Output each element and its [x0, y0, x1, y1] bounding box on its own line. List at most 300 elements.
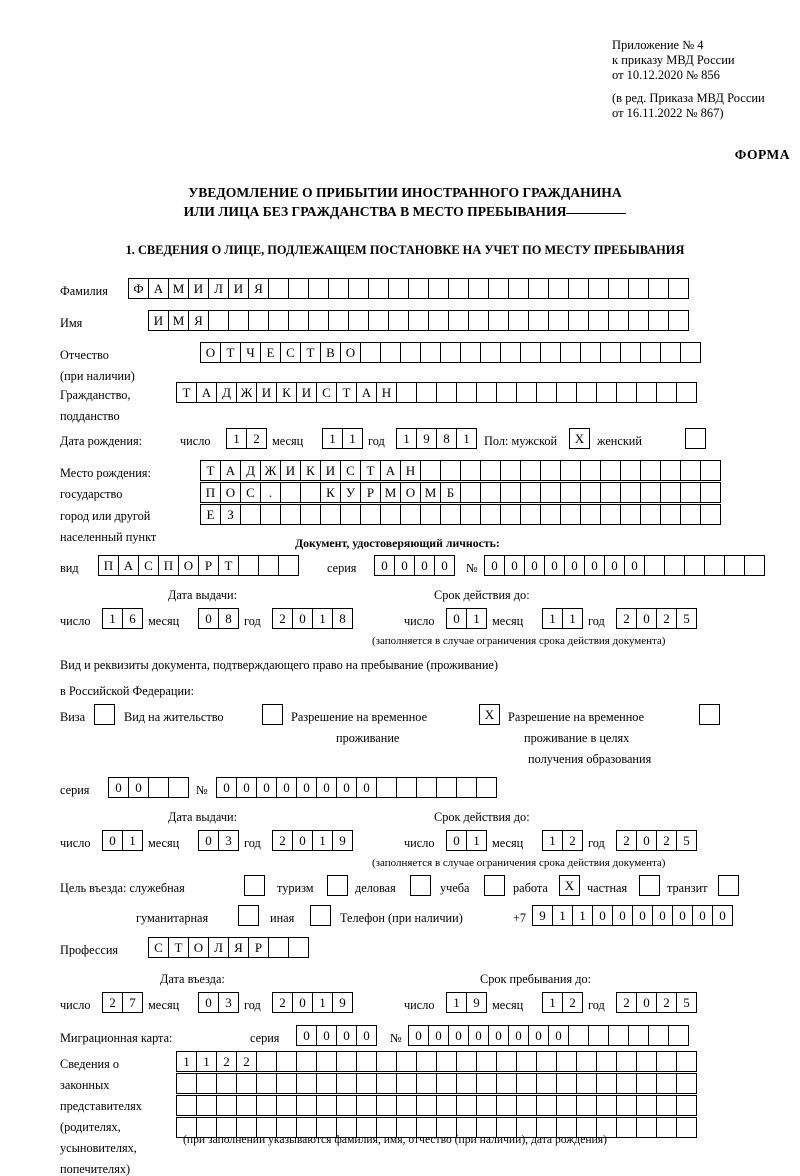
char-cell[interactable]: [408, 278, 429, 299]
char-cell[interactable]: [416, 1051, 437, 1072]
char-cell[interactable]: [636, 382, 657, 403]
patronymic-boxes[interactable]: [200, 342, 700, 363]
char-cell[interactable]: [596, 1095, 617, 1116]
char-cell[interactable]: А: [118, 555, 139, 576]
char-cell[interactable]: 0: [448, 1025, 469, 1046]
char-cell[interactable]: [476, 777, 497, 798]
char-cell[interactable]: А: [220, 460, 241, 481]
char-cell[interactable]: [668, 1025, 689, 1046]
char-cell[interactable]: [680, 342, 701, 363]
char-cell[interactable]: 0: [336, 777, 357, 798]
legal-rep-row-3-boxes[interactable]: [176, 1095, 696, 1116]
purpose-work-checkbox[interactable]: X: [559, 875, 580, 896]
char-cell[interactable]: [420, 342, 441, 363]
char-cell[interactable]: [216, 1073, 237, 1094]
char-cell[interactable]: 2: [272, 608, 293, 629]
char-cell[interactable]: [660, 504, 681, 525]
char-cell[interactable]: 0: [198, 830, 219, 851]
doc-valid-month-boxes[interactable]: [542, 608, 582, 629]
char-cell[interactable]: [536, 382, 557, 403]
char-cell[interactable]: 0: [712, 905, 733, 926]
char-cell[interactable]: [536, 1095, 557, 1116]
char-cell[interactable]: [508, 278, 529, 299]
char-cell[interactable]: 0: [636, 992, 657, 1013]
char-cell[interactable]: [276, 1073, 297, 1094]
char-cell[interactable]: 1: [562, 608, 583, 629]
char-cell[interactable]: [556, 1051, 577, 1072]
char-cell[interactable]: Е: [260, 342, 281, 363]
char-cell[interactable]: 0: [374, 555, 395, 576]
char-cell[interactable]: [416, 1095, 437, 1116]
doc-issue-year-boxes[interactable]: [272, 608, 352, 629]
doc-issue-day-boxes[interactable]: [102, 608, 142, 629]
char-cell[interactable]: [336, 1051, 357, 1072]
char-cell[interactable]: [268, 310, 289, 331]
char-cell[interactable]: Ч: [240, 342, 261, 363]
char-cell[interactable]: [296, 1095, 317, 1116]
char-cell[interactable]: 0: [292, 608, 313, 629]
stay-issue-day-boxes[interactable]: [102, 830, 142, 851]
sex-male-checkbox[interactable]: X: [569, 428, 590, 449]
char-cell[interactable]: [580, 504, 601, 525]
char-cell[interactable]: [380, 504, 401, 525]
char-cell[interactable]: М: [420, 482, 441, 503]
char-cell[interactable]: 2: [656, 608, 677, 629]
char-cell[interactable]: 0: [484, 555, 505, 576]
stay-valid-month-boxes[interactable]: [542, 830, 582, 851]
char-cell[interactable]: И: [256, 382, 277, 403]
char-cell[interactable]: [668, 278, 689, 299]
char-cell[interactable]: [608, 278, 629, 299]
profession-boxes[interactable]: [148, 937, 308, 958]
char-cell[interactable]: 9: [532, 905, 553, 926]
char-cell[interactable]: [356, 1095, 377, 1116]
birth-city-line2-boxes[interactable]: [200, 504, 720, 525]
char-cell[interactable]: 0: [108, 777, 129, 798]
char-cell[interactable]: [568, 1025, 589, 1046]
char-cell[interactable]: [316, 1051, 337, 1072]
char-cell[interactable]: [408, 310, 429, 331]
char-cell[interactable]: 0: [102, 830, 123, 851]
char-cell[interactable]: [636, 1095, 657, 1116]
char-cell[interactable]: О: [178, 555, 199, 576]
char-cell[interactable]: [664, 555, 685, 576]
char-cell[interactable]: С: [148, 937, 169, 958]
char-cell[interactable]: Р: [360, 482, 381, 503]
purpose-business-checkbox[interactable]: [410, 875, 431, 896]
char-cell[interactable]: [216, 1095, 237, 1116]
char-cell[interactable]: 9: [332, 830, 353, 851]
char-cell[interactable]: 0: [446, 608, 467, 629]
char-cell[interactable]: [416, 777, 437, 798]
char-cell[interactable]: [296, 1051, 317, 1072]
char-cell[interactable]: 0: [524, 555, 545, 576]
char-cell[interactable]: В: [320, 342, 341, 363]
citizenship-boxes[interactable]: [176, 382, 696, 403]
char-cell[interactable]: [620, 342, 641, 363]
char-cell[interactable]: И: [280, 460, 301, 481]
char-cell[interactable]: [676, 1073, 697, 1094]
char-cell[interactable]: Л: [208, 278, 229, 299]
char-cell[interactable]: [568, 278, 589, 299]
char-cell[interactable]: [176, 1073, 197, 1094]
char-cell[interactable]: [256, 1051, 277, 1072]
stay-until-month-boxes[interactable]: [542, 992, 582, 1013]
char-cell[interactable]: 2: [562, 830, 583, 851]
char-cell[interactable]: [616, 382, 637, 403]
char-cell[interactable]: [520, 460, 541, 481]
birth-month-boxes[interactable]: [322, 428, 362, 449]
char-cell[interactable]: [296, 1073, 317, 1094]
char-cell[interactable]: [536, 1051, 557, 1072]
char-cell[interactable]: 0: [356, 777, 377, 798]
char-cell[interactable]: [400, 342, 421, 363]
char-cell[interactable]: [488, 278, 509, 299]
char-cell[interactable]: 1: [446, 992, 467, 1013]
char-cell[interactable]: [588, 310, 609, 331]
char-cell[interactable]: [528, 278, 549, 299]
char-cell[interactable]: [684, 555, 705, 576]
char-cell[interactable]: 6: [122, 608, 143, 629]
char-cell[interactable]: Т: [336, 382, 357, 403]
char-cell[interactable]: [480, 342, 501, 363]
char-cell[interactable]: А: [196, 382, 217, 403]
birth-city-line1-boxes[interactable]: [200, 482, 720, 503]
char-cell[interactable]: 0: [504, 555, 525, 576]
char-cell[interactable]: [516, 1095, 537, 1116]
char-cell[interactable]: 2: [562, 992, 583, 1013]
char-cell[interactable]: [520, 482, 541, 503]
char-cell[interactable]: [724, 555, 745, 576]
char-cell[interactable]: 0: [672, 905, 693, 926]
char-cell[interactable]: [600, 482, 621, 503]
char-cell[interactable]: [256, 1073, 277, 1094]
char-cell[interactable]: [580, 460, 601, 481]
char-cell[interactable]: [648, 310, 669, 331]
char-cell[interactable]: [376, 1051, 397, 1072]
char-cell[interactable]: С: [280, 342, 301, 363]
char-cell[interactable]: [256, 1095, 277, 1116]
char-cell[interactable]: [316, 1073, 337, 1094]
char-cell[interactable]: [436, 1095, 457, 1116]
char-cell[interactable]: И: [320, 460, 341, 481]
char-cell[interactable]: [636, 1051, 657, 1072]
char-cell[interactable]: [460, 460, 481, 481]
char-cell[interactable]: [620, 460, 641, 481]
char-cell[interactable]: 0: [488, 1025, 509, 1046]
char-cell[interactable]: [468, 278, 489, 299]
char-cell[interactable]: [680, 504, 701, 525]
char-cell[interactable]: 2: [272, 992, 293, 1013]
char-cell[interactable]: [616, 1073, 637, 1094]
char-cell[interactable]: [556, 1095, 577, 1116]
char-cell[interactable]: 1: [456, 428, 477, 449]
char-cell[interactable]: 0: [292, 992, 313, 1013]
char-cell[interactable]: [168, 777, 189, 798]
char-cell[interactable]: 1: [542, 608, 563, 629]
char-cell[interactable]: [476, 1051, 497, 1072]
char-cell[interactable]: [704, 555, 725, 576]
char-cell[interactable]: 1: [312, 608, 333, 629]
purpose-study-checkbox[interactable]: [484, 875, 505, 896]
char-cell[interactable]: П: [98, 555, 119, 576]
char-cell[interactable]: 0: [632, 905, 653, 926]
char-cell[interactable]: 1: [542, 830, 563, 851]
char-cell[interactable]: [680, 482, 701, 503]
char-cell[interactable]: [576, 1095, 597, 1116]
char-cell[interactable]: [368, 278, 389, 299]
char-cell[interactable]: [676, 1095, 697, 1116]
char-cell[interactable]: [580, 342, 601, 363]
char-cell[interactable]: [448, 278, 469, 299]
stay-until-year-boxes[interactable]: [616, 992, 696, 1013]
char-cell[interactable]: Т: [218, 555, 239, 576]
char-cell[interactable]: [608, 310, 629, 331]
char-cell[interactable]: [396, 1051, 417, 1072]
char-cell[interactable]: [328, 310, 349, 331]
char-cell[interactable]: [436, 382, 457, 403]
birth-year-boxes[interactable]: [396, 428, 476, 449]
char-cell[interactable]: 1: [572, 905, 593, 926]
char-cell[interactable]: 2: [616, 608, 637, 629]
char-cell[interactable]: [576, 382, 597, 403]
char-cell[interactable]: 0: [624, 555, 645, 576]
char-cell[interactable]: Ф: [128, 278, 149, 299]
char-cell[interactable]: [520, 504, 541, 525]
stay-issue-year-boxes[interactable]: [272, 830, 352, 851]
char-cell[interactable]: Т: [300, 342, 321, 363]
char-cell[interactable]: [596, 382, 617, 403]
char-cell[interactable]: [336, 1095, 357, 1116]
char-cell[interactable]: [456, 1051, 477, 1072]
char-cell[interactable]: 1: [196, 1051, 217, 1072]
char-cell[interactable]: [496, 1095, 517, 1116]
char-cell[interactable]: [440, 504, 461, 525]
char-cell[interactable]: Е: [200, 504, 221, 525]
char-cell[interactable]: [348, 310, 369, 331]
char-cell[interactable]: М: [168, 310, 189, 331]
char-cell[interactable]: А: [380, 460, 401, 481]
char-cell[interactable]: [660, 482, 681, 503]
char-cell[interactable]: [600, 504, 621, 525]
char-cell[interactable]: 0: [592, 905, 613, 926]
char-cell[interactable]: 1: [176, 1051, 197, 1072]
char-cell[interactable]: 5: [676, 608, 697, 629]
char-cell[interactable]: М: [168, 278, 189, 299]
char-cell[interactable]: Р: [198, 555, 219, 576]
char-cell[interactable]: [636, 1073, 657, 1094]
char-cell[interactable]: С: [138, 555, 159, 576]
char-cell[interactable]: 0: [584, 555, 605, 576]
char-cell[interactable]: [380, 342, 401, 363]
char-cell[interactable]: [260, 504, 281, 525]
char-cell[interactable]: [700, 482, 721, 503]
stay-valid-day-boxes[interactable]: [446, 830, 486, 851]
legal-rep-row-2-boxes[interactable]: [176, 1073, 696, 1094]
char-cell[interactable]: [376, 1095, 397, 1116]
char-cell[interactable]: 0: [198, 608, 219, 629]
char-cell[interactable]: Т: [220, 342, 241, 363]
char-cell[interactable]: О: [200, 342, 221, 363]
char-cell[interactable]: Т: [176, 382, 197, 403]
char-cell[interactable]: [660, 342, 681, 363]
char-cell[interactable]: [580, 482, 601, 503]
char-cell[interactable]: [280, 482, 301, 503]
char-cell[interactable]: [268, 937, 289, 958]
char-cell[interactable]: 3: [218, 830, 239, 851]
char-cell[interactable]: Р: [248, 937, 269, 958]
entry-day-boxes[interactable]: [102, 992, 142, 1013]
entry-year-boxes[interactable]: [272, 992, 352, 1013]
char-cell[interactable]: [440, 460, 461, 481]
char-cell[interactable]: [516, 1073, 537, 1094]
char-cell[interactable]: [528, 310, 549, 331]
doc-series-boxes[interactable]: [374, 555, 454, 576]
char-cell[interactable]: 0: [548, 1025, 569, 1046]
purpose-transit-checkbox[interactable]: [718, 875, 739, 896]
char-cell[interactable]: 0: [216, 777, 237, 798]
char-cell[interactable]: [258, 555, 279, 576]
sex-female-checkbox[interactable]: [685, 428, 706, 449]
char-cell[interactable]: 0: [292, 830, 313, 851]
char-cell[interactable]: [420, 504, 441, 525]
stay-until-day-boxes[interactable]: [446, 992, 486, 1013]
char-cell[interactable]: [236, 1073, 257, 1094]
char-cell[interactable]: .: [260, 482, 281, 503]
char-cell[interactable]: [460, 342, 481, 363]
char-cell[interactable]: 0: [434, 555, 455, 576]
char-cell[interactable]: [560, 504, 581, 525]
char-cell[interactable]: 0: [198, 992, 219, 1013]
char-cell[interactable]: [476, 382, 497, 403]
char-cell[interactable]: 0: [636, 830, 657, 851]
char-cell[interactable]: [656, 1051, 677, 1072]
char-cell[interactable]: [660, 460, 681, 481]
char-cell[interactable]: О: [400, 482, 421, 503]
char-cell[interactable]: 1: [312, 830, 333, 851]
char-cell[interactable]: [656, 382, 677, 403]
char-cell[interactable]: [356, 1073, 377, 1094]
char-cell[interactable]: [588, 1025, 609, 1046]
char-cell[interactable]: 0: [394, 555, 415, 576]
char-cell[interactable]: [500, 482, 521, 503]
purpose-humanitarian-checkbox[interactable]: [238, 905, 259, 926]
char-cell[interactable]: [700, 460, 721, 481]
char-cell[interactable]: 0: [408, 1025, 429, 1046]
char-cell[interactable]: [560, 460, 581, 481]
char-cell[interactable]: [196, 1073, 217, 1094]
char-cell[interactable]: 0: [428, 1025, 449, 1046]
char-cell[interactable]: 1: [122, 830, 143, 851]
char-cell[interactable]: 2: [272, 830, 293, 851]
char-cell[interactable]: [628, 1025, 649, 1046]
char-cell[interactable]: [236, 1095, 257, 1116]
char-cell[interactable]: [376, 1073, 397, 1094]
migration-number-boxes[interactable]: [408, 1025, 688, 1046]
char-cell[interactable]: 0: [636, 608, 657, 629]
char-cell[interactable]: [456, 1095, 477, 1116]
char-cell[interactable]: 1: [102, 608, 123, 629]
char-cell[interactable]: 8: [332, 608, 353, 629]
char-cell[interactable]: [238, 555, 259, 576]
char-cell[interactable]: Я: [188, 310, 209, 331]
char-cell[interactable]: С: [316, 382, 337, 403]
char-cell[interactable]: [468, 310, 489, 331]
char-cell[interactable]: [560, 482, 581, 503]
char-cell[interactable]: [560, 342, 581, 363]
char-cell[interactable]: 9: [332, 992, 353, 1013]
purpose-service-checkbox[interactable]: [244, 875, 265, 896]
char-cell[interactable]: О: [188, 937, 209, 958]
char-cell[interactable]: [676, 1051, 697, 1072]
char-cell[interactable]: [480, 504, 501, 525]
char-cell[interactable]: [556, 1073, 577, 1094]
char-cell[interactable]: [276, 1095, 297, 1116]
char-cell[interactable]: 0: [468, 1025, 489, 1046]
char-cell[interactable]: Н: [400, 460, 421, 481]
char-cell[interactable]: 0: [692, 905, 713, 926]
char-cell[interactable]: Т: [360, 460, 381, 481]
char-cell[interactable]: И: [188, 278, 209, 299]
char-cell[interactable]: [320, 504, 341, 525]
char-cell[interactable]: 1: [396, 428, 417, 449]
char-cell[interactable]: [536, 1073, 557, 1094]
char-cell[interactable]: 0: [296, 777, 317, 798]
birth-day-boxes[interactable]: [226, 428, 266, 449]
char-cell[interactable]: М: [380, 482, 401, 503]
char-cell[interactable]: 7: [122, 992, 143, 1013]
char-cell[interactable]: С: [240, 482, 261, 503]
char-cell[interactable]: [316, 1095, 337, 1116]
char-cell[interactable]: 9: [416, 428, 437, 449]
char-cell[interactable]: [388, 278, 409, 299]
char-cell[interactable]: 0: [652, 905, 673, 926]
char-cell[interactable]: [640, 504, 661, 525]
char-cell[interactable]: [368, 310, 389, 331]
char-cell[interactable]: [568, 310, 589, 331]
char-cell[interactable]: [500, 342, 521, 363]
char-cell[interactable]: Д: [240, 460, 261, 481]
residence-permit-checkbox[interactable]: [262, 704, 283, 725]
char-cell[interactable]: А: [148, 278, 169, 299]
char-cell[interactable]: [576, 1051, 597, 1072]
char-cell[interactable]: 2: [102, 992, 123, 1013]
phone-boxes[interactable]: [532, 905, 732, 926]
char-cell[interactable]: 0: [528, 1025, 549, 1046]
char-cell[interactable]: [656, 1073, 677, 1094]
char-cell[interactable]: [300, 482, 321, 503]
char-cell[interactable]: [436, 777, 457, 798]
char-cell[interactable]: [476, 1073, 497, 1094]
char-cell[interactable]: [356, 1051, 377, 1072]
char-cell[interactable]: Т: [168, 937, 189, 958]
char-cell[interactable]: [396, 382, 417, 403]
char-cell[interactable]: [644, 555, 665, 576]
doc-valid-day-boxes[interactable]: [446, 608, 486, 629]
char-cell[interactable]: 0: [612, 905, 633, 926]
char-cell[interactable]: [396, 777, 417, 798]
char-cell[interactable]: 2: [656, 830, 677, 851]
char-cell[interactable]: [436, 1051, 457, 1072]
char-cell[interactable]: [360, 342, 381, 363]
char-cell[interactable]: [620, 482, 641, 503]
char-cell[interactable]: [420, 460, 441, 481]
char-cell[interactable]: [268, 278, 289, 299]
char-cell[interactable]: [476, 1095, 497, 1116]
char-cell[interactable]: У: [340, 482, 361, 503]
char-cell[interactable]: [276, 1051, 297, 1072]
char-cell[interactable]: [340, 504, 361, 525]
